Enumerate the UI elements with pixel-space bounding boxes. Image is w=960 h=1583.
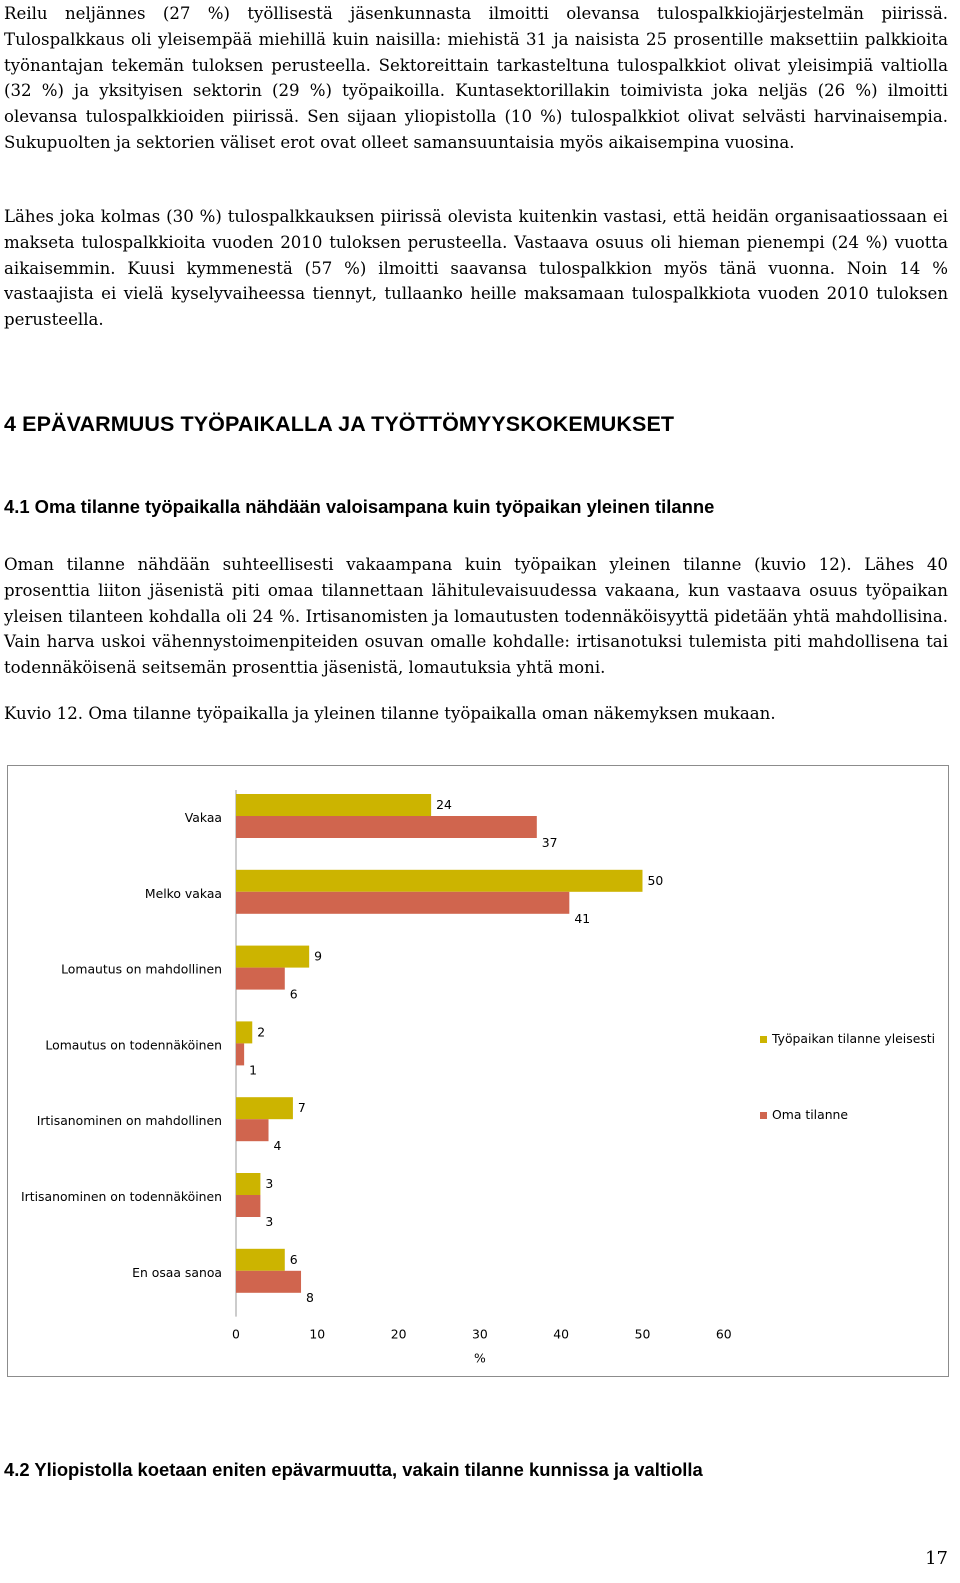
figure-12-chart bbox=[7, 765, 949, 1377]
data-label: 3 bbox=[265, 1176, 274, 1191]
data-label: 41 bbox=[574, 910, 591, 926]
data-label: 6 bbox=[289, 1251, 298, 1267]
category-label: Irtisanominen on todennäköinen bbox=[21, 1189, 222, 1204]
data-label: 9 bbox=[314, 948, 323, 964]
x-tick-label: 20 bbox=[390, 1326, 407, 1342]
x-tick-label: 0 bbox=[232, 1326, 240, 1342]
category-label: En osaa sanoa bbox=[132, 1264, 222, 1280]
bar-workplace bbox=[236, 1021, 252, 1043]
bar-workplace bbox=[236, 870, 643, 892]
paragraph-3: Oman tilanne nähdään suhteellisesti vakaampana kuin työpaikan yleinen tilanne (kuvio 12). Lähes 40 prosenttia liiton jäsenistä piti omaa tilannettaan lähitulevaisuudessa vakaana, kun vastaava osuus työpaikan yleisen tilanteen kohdalla oli 24 %. Irtisanomisten ja lomautusten todennäköisyyttä pidetään yhtä mahdollisina. Vain harva uskoi vähennystoimenpiteiden osuvan omalle kohdalle: irtisanotuksi tulemista piti mahdollisena tai todennäköisenä seitsemän prosenttia jäsenistä, lomautuksia yhtä moni. bbox=[4, 555, 948, 678]
bar-workplace bbox=[236, 1249, 285, 1271]
legend-swatch bbox=[760, 1112, 767, 1119]
data-label: 37 bbox=[541, 835, 558, 850]
bar-own bbox=[236, 816, 537, 838]
x-tick-label: 30 bbox=[472, 1326, 488, 1342]
data-label: 50 bbox=[647, 872, 664, 888]
bar-workplace bbox=[236, 1173, 260, 1195]
data-label: 7 bbox=[297, 1100, 306, 1116]
bar-workplace bbox=[236, 1097, 293, 1119]
category-label: Vakaa bbox=[184, 810, 222, 825]
bar-own bbox=[236, 1271, 301, 1293]
paragraph-2: Lähes joka kolmas (30 %) tulospalkkauksen piirissä olevista kuitenkin vastasi, että heidän organisaatiossaan ei makseta tulospalkkioita vuoden 2010 tuloksen perusteella. Vastaava osuus oli hieman pienempi (24 %) vuotta aikaisemmin. Kuusi kymmenestä (57 %) ilmoitti saavansa tulospalkkion myös tänä vuonna. Noin 14 % vastaajista ei vielä kyselyvaiheessa tiennyt, tullaanko heille maksamaan tulospalkkiota vuoden 2010 tuloksen perusteella. bbox=[4, 207, 948, 330]
section-heading-4-2: 4.2 Yliopistolla koetaan eniten epävarmuutta, vakain tilanne kunnissa ja valtiolla bbox=[4, 1459, 703, 1480]
data-label: 1 bbox=[249, 1062, 258, 1078]
x-tick-label: 40 bbox=[553, 1326, 570, 1342]
bar-own bbox=[236, 1195, 260, 1217]
bar-own bbox=[236, 1043, 244, 1065]
x-tick-label: 50 bbox=[634, 1326, 651, 1342]
bar-own bbox=[236, 1119, 269, 1141]
paragraph-1: Reilu neljännes (27 %) työllisestä jäsenkunnasta ilmoitti olevansa tulospalkkiojärjestelmän piirissä. Tulospalkkaus oli yleisempää miehillä kuin naisilla: miehistä 31 ja naisista 25 prosentille maksettiin palkkioita työnantajan tekemän tuloksen perusteella. Sektoreittain tarkasteltuna tulospalkkiot olivat yleisimpiä valtiolla (32 %) ja yksityisen sektorin (29 %) työpaikoilla. Kuntasektorillakin toimivista joka neljäs (26 %) ilmoitti olevansa tulospalkkioiden piirissä. Sen sijaan yliopistolla (10 %) tulospalkkiot olivat selvästi harvinaisempia. Sukupuolten ja sektorien väliset erot ovat olleet samansuuntaisia myös aikaisempina vuosina. bbox=[4, 4, 948, 152]
data-label: 4 bbox=[273, 1138, 282, 1154]
category-label: Irtisanominen on mahdollinen bbox=[36, 1113, 222, 1129]
data-label: 2 bbox=[257, 1024, 266, 1040]
category-label: Melko vakaa bbox=[144, 885, 222, 901]
bar-workplace bbox=[236, 946, 309, 968]
legend-label: Työpaikan tilanne yleisesti bbox=[772, 1031, 936, 1046]
legend-label: Oma tilanne bbox=[772, 1107, 849, 1122]
section-heading-4-1: 4.1 Oma tilanne työpaikalla nähdään valoisampana kuin työpaikan yleinen tilanne bbox=[4, 496, 715, 517]
section-heading-4: 4 EPÄVARMUUS TYÖPAIKALLA JA TYÖTTÖMYYSKOKEMUKSET bbox=[4, 412, 675, 436]
bar-chart bbox=[8, 766, 950, 1378]
bar-workplace bbox=[236, 794, 431, 816]
data-label: 6 bbox=[289, 986, 298, 1002]
x-axis-label: % bbox=[474, 1350, 486, 1366]
bar-own bbox=[236, 892, 569, 914]
page-number: 17 bbox=[925, 1548, 948, 1569]
data-label: 24 bbox=[436, 797, 452, 812]
bar-own bbox=[236, 968, 285, 990]
x-tick-label: 10 bbox=[309, 1326, 326, 1342]
data-label: 8 bbox=[306, 1289, 314, 1305]
category-label: Lomautus on todennäköinen bbox=[45, 1037, 222, 1053]
figure-caption: Kuvio 12. Oma tilanne työpaikalla ja yleinen tilanne työpaikalla oman näkemyksen mukaan. bbox=[4, 704, 776, 723]
category-label: Lomautus on mahdollinen bbox=[61, 961, 222, 977]
data-label: 3 bbox=[265, 1214, 274, 1229]
x-tick-label: 60 bbox=[715, 1326, 732, 1342]
legend-swatch bbox=[760, 1036, 767, 1043]
